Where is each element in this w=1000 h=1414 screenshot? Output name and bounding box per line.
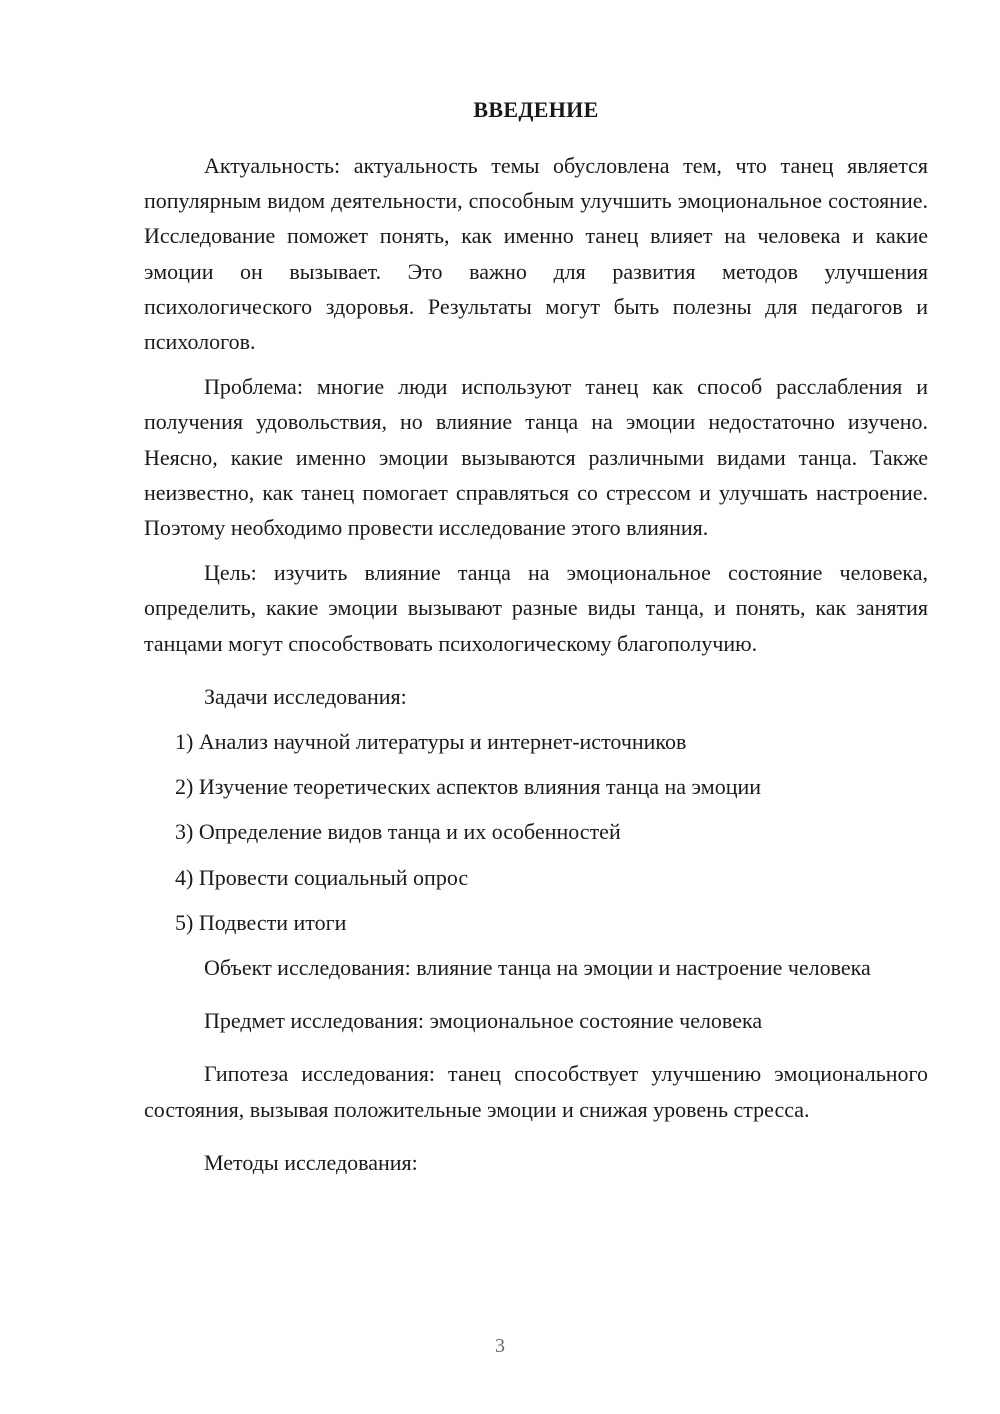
list-item: 2) Изучение теоретических аспектов влияния танца на эмоции <box>175 774 762 800</box>
tasks-list <box>144 724 928 940</box>
list-item: 4) Провести социальный опрос <box>175 864 469 890</box>
paragraph-hypothesis: Гипотеза исследования: танец способствует улучшению эмоционального состояния, вызывая положительные эмоции и снижая уровень стресса. <box>144 1061 928 1122</box>
section-title: ВВЕДЕНИЕ <box>473 97 599 122</box>
paragraph-methods: Методы исследования: <box>204 1149 418 1175</box>
list-item: 1) Анализ научной литературы и интернет-источников <box>175 729 687 755</box>
paragraph-problem: Проблема: многие люди используют танец как способ расслабления и получения удовольствия, но влияние танца на эмоции недостаточно изучено. Неясно, какие именно эмоции вызываются различными видами танца. Также неизвестно, как танец помогает справляться со стрессом и улучшать настроение. Поэтому необходимо провести исследование этого влияния. <box>144 374 928 541</box>
list-item: 5) Подвести итоги <box>175 909 347 935</box>
page-number: 3 <box>495 1335 505 1357</box>
list-item: 3) Определение видов танца и их особенностей <box>175 819 621 845</box>
paragraph-subject: Предмет исследования: эмоциональное состояние человека <box>204 1008 763 1034</box>
tasks-heading: Задачи исследования: <box>204 683 407 709</box>
paragraph-relevance: Актуальность: актуальность темы обусловлена тем, что танец является популярным видом деятельности, способным улучшить эмоциональное состояние. Исследование поможет понять, как именно танец влияет на человека и какие эмоции он вызывает. Это важно для развития методов улучшения психологического здоровья. Результаты могут быть полезны для педагогов и психологов. <box>144 153 928 355</box>
page-content <box>144 92 928 1190</box>
paragraph-object: Объект исследования: влияние танца на эмоции и настроение человека <box>204 955 871 981</box>
paragraph-goal: Цель: изучить влияние танца на эмоциональное состояние человека, определить, какие эмоции вызывают разные виды танца, и понять, как занятия танцами могут способствовать психологическому благополучию. <box>144 560 928 656</box>
